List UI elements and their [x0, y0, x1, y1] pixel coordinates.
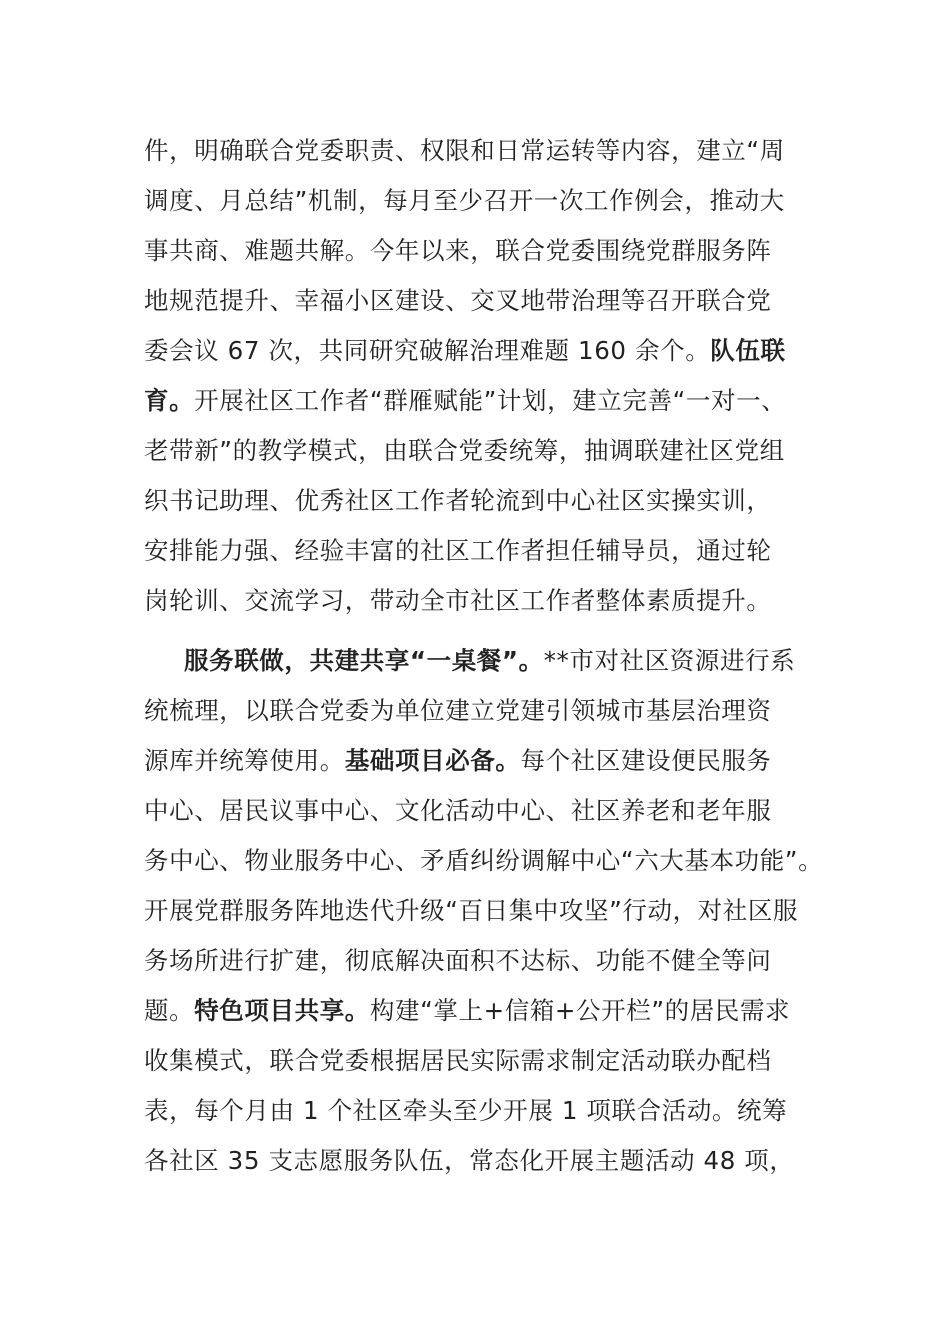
- text-run: 务场所进行扩建，彻底解决面积不达标、功能不健全等问: [144, 946, 772, 975]
- text-run: 安排能力强、经验丰富的社区工作者担任辅导员，通过轮: [144, 536, 772, 565]
- text-run: 每个社区建设便民服务: [520, 746, 772, 775]
- text-line: [144, 326, 834, 376]
- text-line: [144, 1086, 834, 1136]
- text-line: [144, 1136, 834, 1186]
- text-run: 事共商、难题共解。今年以来，联合党委围绕党群服务阵: [144, 236, 772, 265]
- text-run: 委会议 67 次，共同研究破解治理难题 160 余个。: [144, 336, 711, 365]
- text-run: 源库并统筹使用。: [144, 746, 345, 775]
- text-run: 表，每个月由 1 个社区牵头至少开展 1 项联合活动。统筹: [144, 1096, 788, 1125]
- text-line: [144, 176, 834, 226]
- text-run: 务中心、物业服务中心、矛盾纠纷调解中心“六大基本功能”。: [144, 846, 824, 875]
- text-line: [144, 576, 834, 626]
- text-line: [144, 126, 834, 176]
- text-run: 开展社区工作者“群雁赋能”计划，建立完善“一对一、: [194, 386, 787, 415]
- text-line: [144, 836, 834, 886]
- text-run: 调度、月总结”机制，每月至少召开一次工作例会，推动大: [144, 186, 785, 215]
- bold-text-run: 育。: [144, 386, 195, 415]
- text-line: [144, 886, 834, 936]
- bold-text-run: 基础项目必备。: [344, 746, 521, 775]
- text-line: [144, 686, 834, 736]
- text-run: 各社区 35 支志愿服务队伍，常态化开展主题活动 48 项，: [144, 1146, 795, 1175]
- text-run: 中心、居民议事中心、文化活动中心、社区养老和老年服: [144, 796, 772, 825]
- text-run: 地规范提升、幸福小区建设、交叉地带治理等召开联合党: [144, 286, 772, 315]
- text-line: [144, 426, 834, 476]
- text-line: [144, 276, 834, 326]
- text-run: **市对社区资源进行系: [543, 646, 796, 675]
- text-run: 织书记助理、优秀社区工作者轮流到中心社区实操实训，: [144, 486, 772, 515]
- text-line: [144, 936, 834, 986]
- text-run: 开展党群服务阵地迭代升级“百日集中攻坚”行动，对社区服: [144, 896, 799, 925]
- text-run: 统梳理，以联合党委为单位建立党建引领城市基层治理资: [144, 696, 772, 725]
- text-run: 题。: [144, 996, 195, 1025]
- text-line: [144, 636, 834, 686]
- bold-text-run: 服务联做，共建共享“一桌餐”。: [184, 646, 544, 675]
- text-line: [144, 526, 834, 576]
- text-run: 收集模式，联合党委根据居民实际需求制定活动联办配档: [144, 1046, 772, 1075]
- text-line: [144, 226, 834, 276]
- paragraph-2: [144, 636, 834, 1186]
- text-line: [144, 376, 834, 426]
- text-line: [144, 786, 834, 836]
- text-run: 老带新”的教学模式，由联合党委统筹，抽调联建社区党组: [144, 436, 785, 465]
- bold-text-run: 队伍联: [710, 336, 786, 365]
- text-line: [144, 1036, 834, 1086]
- bold-text-run: 特色项目共享。: [194, 996, 370, 1025]
- text-line: [144, 986, 834, 1036]
- text-run: 件，明确联合党委职责、权限和日常运转等内容，建立“周: [144, 136, 785, 165]
- text-line: [144, 736, 834, 786]
- text-run: 构建“掌上+信箱+公开栏”的居民需求: [369, 996, 791, 1025]
- text-run: 岗轮训、交流学习，带动全市社区工作者整体素质提升。: [144, 586, 772, 615]
- text-line: [144, 476, 834, 526]
- paragraph-1: [144, 126, 834, 626]
